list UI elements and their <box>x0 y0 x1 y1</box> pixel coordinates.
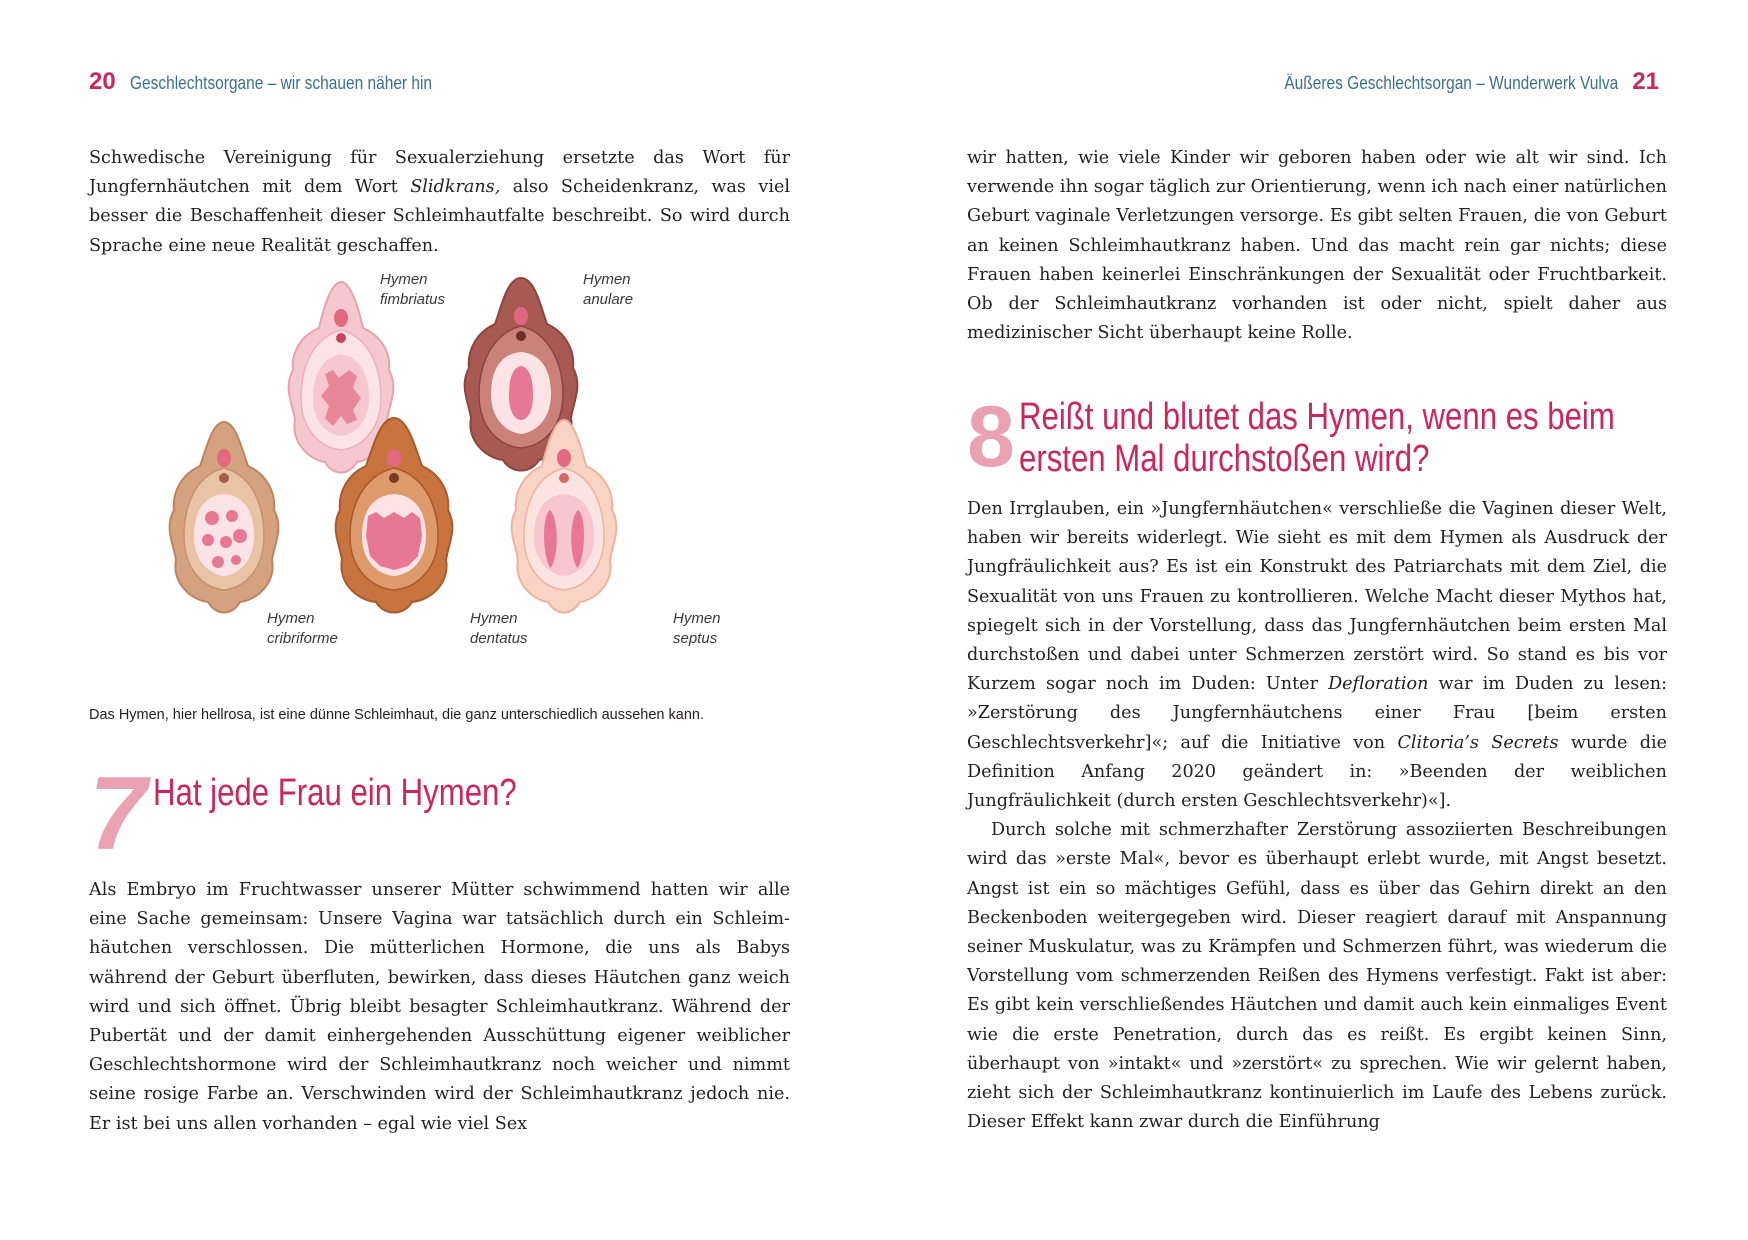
right-running-header <box>1230 68 1659 96</box>
label-hymen-anulare: Hymen anulare <box>583 271 634 308</box>
section-8-title <box>1019 396 1746 480</box>
section-7-paragraph: Als Embryo im Fruchtwasser unserer Mütter schwimmend hatten wir alle eine Sache gemeinsam: Unsere Vagina war tatsächlich durch ein Schleimhäutchen verschlossen. Die mütterlichen Hormone, die uns als Babys während der Geburt überfluten, bewirken, dass dieses Häutchen ganz weich wird und sich öffnet. Übrig bleibt besagter Schleimhautkranz. Während der Pubertät und der damit einhergehenden Ausschüttung eigener weiblicher Geschlechtshormone wird der Schleimhautkranz noch weicher und nimmt seine rosige Farbe an. Verschwinden wird der Schleimhautkranz jedoch nie. Er ist bei uns allen vorhanden – egal wie viel Sex <box>89 880 790 1134</box>
section-8-paragraph-1: Den Irrglauben, ein »Jungfernhäutchen« verschließe die Vaginen dieser Welt, haben wir bereits widerlegt. Wie sieht es mit dem Hymen als Ausdruck der Jungfräulichkeit aus? Es ist ein Konstrukt des Patriarchats mit dem Ziel, die Sexualität von uns Frauen zu kontrollieren. Welche Macht dieser Mythos hat, spiegelt sich in der Vorstellung, dass das Jungfernhäutchen beim ersten Mal durchstoßen und dabei unter Schmerzen zerstört wird. So stand es bis vor Kurzem sogar noch im Duden: Unter Defloration war im Duden zu lesen: »Zerstörung des Jungfernhäutchens einer Frau [beim ersten Geschlechtsverkehr]«; auf die Initiative von Clitoria’s Secrets wurde die Definition Anfang 2020 geändert in: »Beenden der weiblichen Jungfräulichkeit (durch ersten Geschlechtsverkehr)«]. <box>967 499 1667 812</box>
left-running-title: Geschlechtsorgane – wir schauen näher hin <box>130 73 433 93</box>
section-7-heading <box>89 756 596 872</box>
right-page <box>874 0 1748 1240</box>
left-page-number: 20 <box>89 68 116 95</box>
section-7-title: Hat jede Frau ein Hymen? <box>152 772 517 814</box>
section-7-number: 7 <box>89 756 147 872</box>
section-8-title-line1: Reißt und blutet das Hymen, wenn es beim <box>1018 396 1615 438</box>
continuation-block <box>967 144 1667 348</box>
label-hymen-fimbriatus: Hymen fimbriatus <box>380 271 446 308</box>
label-hymen-cribriforme: Hymen cribriforme <box>267 610 338 647</box>
left-running-header <box>89 68 481 96</box>
section-8-heading <box>967 389 1745 485</box>
hymen-illustration-svg <box>160 270 720 690</box>
section-8-number: 8 <box>967 389 1015 485</box>
label-hymen-dentatus: Hymen dentatus <box>470 610 528 647</box>
continuation-paragraph: wir hatten, wie viele Kinder wir geboren haben oder wie alt wir sind. Ich verwende ihn sogar täglich zur Orientierung, wenn ich nach einer natürlichen Geburt vaginale Verletzungen versorge. Es gibt selten Frauen, die von Geburt an keinen Schleimhautkranz haben. Und das macht rein gar nichts; diese Frauen haben keinerlei Einschränkungen der Sexualität oder Fruchtbarkeit. Ob der Schleimhautkranz vorhanden ist oder nicht, spielt daher aus medizinischer Sicht überhaupt keine Rolle. <box>967 148 1667 344</box>
label-hymen-septus: Hymen septus <box>673 610 721 647</box>
section-8-paragraph-2: Durch solche mit schmerzhafter Zerstörung assoziierten Beschreibungen wird das »erste Mal«, bevor es überhaupt erlebt wurde, mit Angst besetzt. Angst ist ein so mächtiges Gefühl, dass es über das Gehirn direkt an den Beckenboden weitergegeben wird. Dieser reagiert darauf mit Anspannung seiner Muskulatur, was zu Krämpfen und Schmerzen führt, was wiederum die Vorstellung vom schmerzenden Reißen des Hymens verfestigt. Fakt ist aber: Es gibt kein verschließendes Häutchen und damit auch kein einmaliges Event wie die erste Penetration, durch das es reißt. Es ergibt keinen Sinn, überhaupt von »intakt« und »zerstört« zu sprechen. Wie wir gelernt haben, zieht sich der Schleimhautkranz kontinuierlich im Laufe des Lebens zurück. Dieser Effekt kann zwar durch die Einführung <box>967 820 1667 1133</box>
figure-caption: Das Hymen, hier hellrosa, ist eine dünne Schleimhaut, die ganz unterschiedlich aussehen kann. <box>89 707 704 723</box>
intro-paragraph: Schwedische Vereinigung für Sexualerziehung ersetzte das Wort für Jungfernhäutchen mit dem Wort Slidkrans, also Scheidenkranz, was viel besser die Beschaffenheit dieser Schleimhautfalte beschreibt. So wird durch Sprache eine neue Realität geschaffen. <box>89 148 790 256</box>
right-page-number: 21 <box>1632 68 1659 95</box>
intro-paragraph-block <box>89 144 790 261</box>
section-8-title-line2: ersten Mal durchstoßen wird? <box>1018 438 1430 480</box>
hymen-illustration <box>160 270 720 690</box>
right-running-title: Äußeres Geschlechtsorgan – Wunderwerk Vulva <box>1284 73 1618 93</box>
vulva-cribriforme-drawing <box>170 422 279 613</box>
section-8-body <box>967 495 1667 1137</box>
section-7-body <box>89 876 790 1139</box>
